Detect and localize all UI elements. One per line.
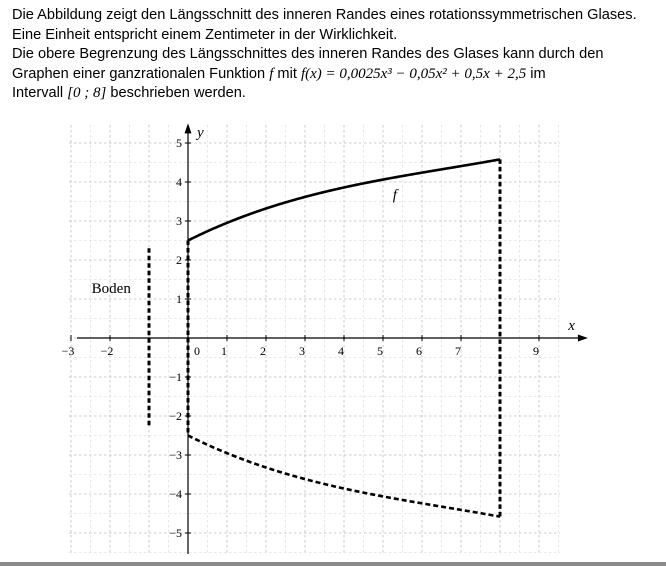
- y-axis-arrow: [185, 123, 192, 133]
- x-axis-label: x: [568, 318, 575, 334]
- y-tick-label: 2: [176, 253, 182, 267]
- text-line-1: Die Abbildung zeigt den Längsschnitt des inneren Randes eines rotationssymmetrischen Glases.: [12, 7, 637, 23]
- y-tick-label: −5: [169, 526, 182, 540]
- x-tick-label: 1: [221, 344, 227, 358]
- x-tick-label: 5: [377, 344, 383, 358]
- x-tick-label: 7: [455, 344, 461, 358]
- label-f: f: [392, 187, 397, 204]
- text-line-5-start: Intervall: [12, 85, 68, 101]
- x-tick-label: 9: [533, 344, 539, 358]
- x-tick-label: 0: [194, 344, 200, 358]
- text-line-4-mid: mit: [273, 65, 301, 82]
- x-tick-label: 3: [299, 344, 305, 358]
- grid-lines: [69, 125, 560, 556]
- y-tick-label: −4: [169, 487, 182, 501]
- y-tick-label: 4: [176, 175, 182, 189]
- x-axis-arrow: [578, 335, 588, 342]
- x-tick-label: 2: [260, 344, 266, 358]
- x-tick-label: −3: [61, 344, 75, 358]
- function-symbol: f: [269, 65, 274, 82]
- y-tick-label: 5: [176, 136, 182, 150]
- y-tick-label: −1: [169, 370, 182, 384]
- x-tick-label: −2: [100, 344, 114, 358]
- y-tick-label: −3: [169, 448, 182, 462]
- y-tick-label: −2: [169, 409, 182, 423]
- text-line-5-end: beschrieben werden.: [106, 85, 246, 101]
- text-line-4-end: im: [526, 65, 546, 82]
- y-tick-label: 3: [176, 214, 182, 228]
- window-bottom-bar: [0, 562, 666, 566]
- label-boden: Boden: [91, 281, 131, 298]
- text-line-4-start: Graphen einer ganzrationalen Funktion: [12, 65, 270, 82]
- x-tick-label: 4: [338, 344, 344, 358]
- text-line-2: Eine Einheit entspricht einem Zentimeter in der Wirklichkeit.: [12, 26, 398, 43]
- y-tick-label: 1: [176, 292, 182, 306]
- x-tick-label: 6: [416, 344, 422, 358]
- text-line-3: Die obere Begrenzung des Längsschnittes des inneren Randes des Glases kann durch den: [12, 46, 604, 62]
- y-axis-label: y: [197, 125, 204, 142]
- function-formula: f(x) = 0,0025x³ − 0,05x² + 0,5x + 2,5: [300, 65, 527, 82]
- interval: [0 ; 8]: [67, 85, 107, 101]
